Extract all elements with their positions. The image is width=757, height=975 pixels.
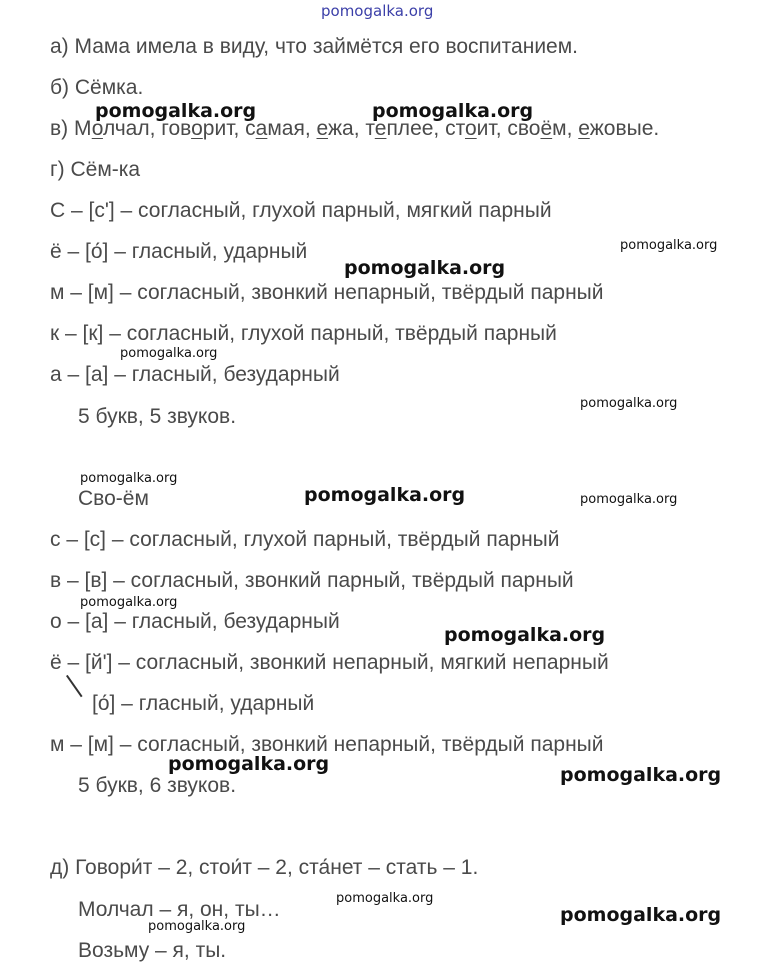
watermark: pomogalka.org: [580, 492, 678, 507]
count-line: 5 букв, 6 звуков.: [78, 774, 237, 797]
watermark: pomogalka.org: [444, 624, 606, 646]
branch-line: [66, 675, 83, 697]
phonetic-line: к – [к] – согласный, глухой парный, твёрдый парный: [50, 322, 557, 345]
answer-d-line: Возьму – я, ты.: [78, 939, 227, 962]
phonetic-line: м – [м] – согласный, звонкий непарный, твёрдый парный: [50, 733, 604, 756]
phonetic-line: а – [а] – гласный, безударный: [50, 363, 340, 386]
phonetic-line: м – [м] – согласный, звонкий непарный, твёрдый парный: [50, 281, 604, 304]
watermark: pomogalka.org: [620, 238, 718, 253]
watermark: pomogalka.org: [80, 595, 178, 610]
watermark: pomogalka.org: [120, 346, 218, 361]
phonetic-line: ё – [о́] – гласный, ударный: [50, 240, 308, 263]
watermark: pomogalka.org: [80, 471, 178, 486]
watermark: pomogalka.org: [560, 904, 722, 926]
phonetic-line: С – [с'] – согласный, глухой парный, мягкий парный: [50, 199, 552, 222]
watermark: pomogalka.org: [148, 919, 246, 934]
watermark: pomogalka.org: [580, 396, 678, 411]
answer-d: д) Говори́т – 2, стои́т – 2, ста́нет – стать – 1.: [50, 856, 479, 879]
answer-g: г) Сём-ка: [50, 158, 141, 181]
phonetic-line: [о́] – гласный, ударный: [92, 692, 315, 715]
watermark: pomogalka.org: [344, 257, 506, 279]
answer-d-line: Молчал – я, он, ты…: [78, 898, 281, 921]
watermark: pomogalka.org: [168, 753, 330, 775]
watermark: pomogalka.org: [372, 100, 534, 122]
watermark-top: pomogalka.org: [321, 2, 434, 20]
phonetic-line: о – [а] – гласный, безударный: [50, 610, 340, 633]
watermark: pomogalka.org: [336, 891, 434, 906]
watermark: pomogalka.org: [95, 100, 257, 122]
word-title: Сво-ём: [78, 487, 149, 510]
answer-b: б) Сёмка.: [50, 76, 144, 99]
phonetic-line: ё – [й'] – согласный, звонкий непарный, мягкий непарный: [50, 651, 609, 674]
answer-v: в) Молчал, говорит, самая, ежа, теплее, стоит, своём, ежовые.: [50, 117, 660, 140]
phonetic-line: в – [в] – согласный, звонкий парный, твёрдый парный: [50, 569, 574, 592]
answer-a: а) Мама имела в виду, что займётся его воспитанием.: [50, 35, 578, 58]
watermark: pomogalka.org: [560, 764, 722, 786]
count-line: 5 букв, 5 звуков.: [78, 405, 237, 428]
watermark: pomogalka.org: [304, 484, 466, 506]
phonetic-line: с – [с] – согласный, глухой парный, твёрдый парный: [50, 528, 560, 551]
